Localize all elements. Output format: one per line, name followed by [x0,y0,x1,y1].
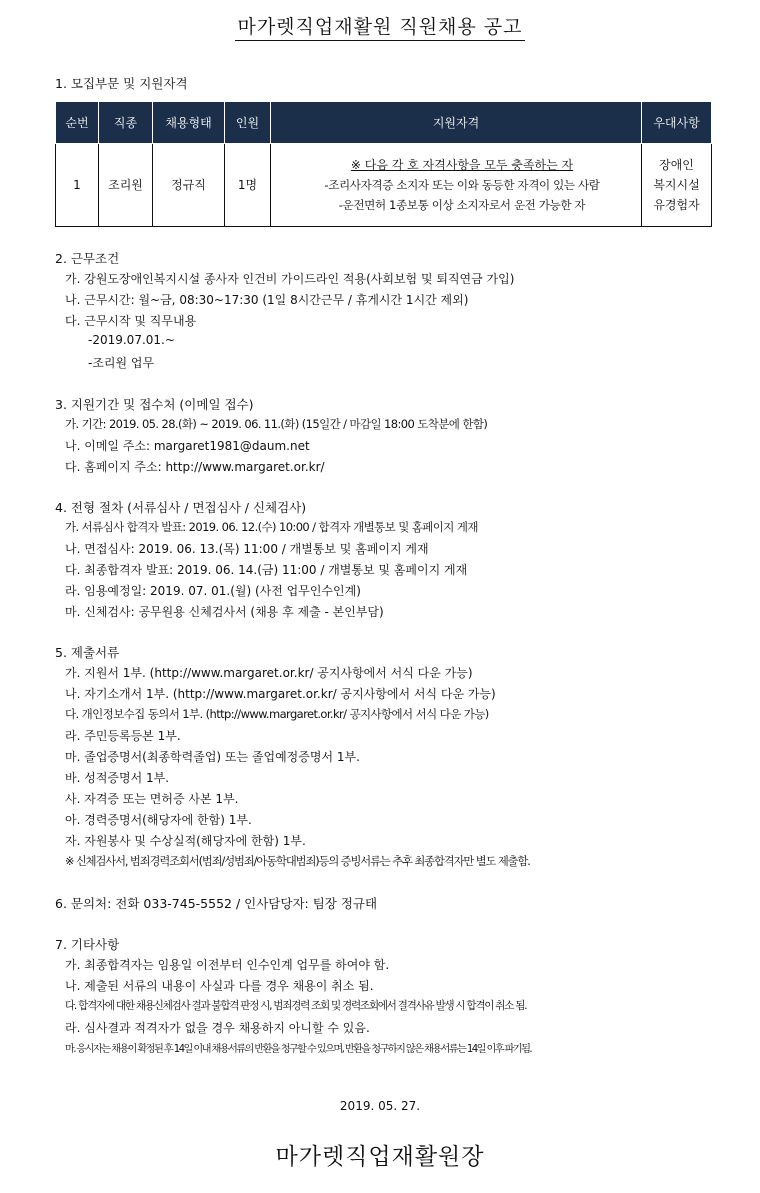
section-3-item: 다. 홈페이지 주소: http://www.margaret.or.kr/ [65,460,325,474]
preference-line: 유경험자 [653,198,700,212]
section-4-item: 나. 면접심사: 2019. 06. 13.(목) 11:00 / 개별통보 및 홈페이지 게재 [65,542,429,556]
header-count: 인원 [225,102,271,144]
document-title [0,12,760,39]
table-header-row [56,102,712,144]
section-5-item: 자. 자원봉사 및 수상실적(해당자에 한함) 1부. [65,834,306,848]
section-2-item: 나. 근무시간: 월~금, 08:30~17:30 (1일 8시간근무 / 휴게시간 1시간 제외) [65,293,469,307]
section-2-subitem: -조리원 업무 [88,356,155,370]
requirement-item: -운전면허 1종보통 이상 소지자로서 운전 가능한 자 [338,198,586,212]
section-7-item: 마. 응시자는 채용이 확정된 후 14일 이내 채용서류의 반환을 청구할 수 있으며, 반환을 청구하지 않은 채용서류는 14일 이후 파기됨. [65,1044,531,1055]
section-3-item: 가. 기간: 2019. 05. 28.(화) ~ 2019. 06. 11.(화) (15일간 / 마감일 18:00 도착분에 한함) [65,417,488,431]
section-5-item: 마. 졸업증명서(최종학력졸업) 또는 졸업예정증명서 1부. [65,750,360,764]
table-row [56,144,712,227]
section-3-heading: 3. 지원기간 및 접수처 (이메일 접수) [55,397,254,412]
section-2-item: 다. 근무시작 및 직무내용 [65,314,197,328]
preference-line: 장애인 [659,158,694,172]
section-7-item: 나. 제출된 서류의 내용이 사실과 다를 경우 채용이 취소 됨. [65,979,374,993]
section-5-item: 나. 자기소개서 1부. (http://www.margaret.or.kr/ 공지사항에서 서식 다운 가능) [65,687,496,701]
section-7-item: 라. 심사결과 적격자가 없을 경우 채용하지 아니할 수 있음. [65,1021,370,1035]
section-5-item: 아. 경력증명서(해당자에 한함) 1부. [65,813,252,827]
section-4-item: 라. 임용예정일: 2019. 07. 01.(월) (사전 업무인수인계) [65,584,361,598]
cell-requirements [271,144,642,227]
section-4-item: 마. 신체검사: 공무원용 신체검사서 (채용 후 제출 - 본인부담) [65,605,384,619]
section-2-item: 가. 강원도장애인복지시설 종사자 인건비 가이드라인 적용(사회보험 및 퇴직연금 가입) [65,272,515,286]
header-job: 직종 [99,102,153,144]
section-7-item: 다. 합격자에 대한 채용신체검사 결과 불합격 판정 시, 범죄경력 조회 및 경력조회에서 결격사유 발생 시 합격이 취소 됨. [65,1000,527,1012]
header-preference: 우대사항 [642,102,712,144]
section-5-item: 바. 성적증명서 1부. [65,771,170,785]
cell-no: 1 [56,144,99,227]
section-5-item: 다. 개인정보수집 동의서 1부. (http://www.margaret.or.kr/ 공지사항에서 서식 다운 가능) [65,707,489,721]
cell-job: 조리원 [99,144,153,227]
header-no: 순번 [56,102,99,144]
requirement-item: -조리사자격증 소지자 또는 이와 동등한 자격이 있는 사람 [324,178,600,192]
section-6-heading: 6. 문의처: 전화 033-745-5552 / 인사담당자: 팀장 정규태 [55,896,378,911]
cell-count: 1명 [225,144,271,227]
section-7-item: 가. 최종합격자는 임용일 이전부터 인수인계 업무를 하여야 함. [65,958,390,972]
section-5-item: 가. 지원서 1부. (http://www.margaret.or.kr/ 공지사항에서 서식 다운 가능) [65,666,473,680]
header-requirements: 지원자격 [271,102,642,144]
section-5-item: 사. 자격증 또는 면허증 사본 1부. [65,792,239,806]
preference-line: 복지시설 [653,178,700,192]
section-5-heading: 5. 제출서류 [55,645,120,660]
requirements-title: ※ 다음 각 호 자격사항을 모두 충족하는 자 [350,158,574,172]
section-4-heading: 4. 전형 절차 (서류심사 / 면접심사 / 신체검사) [55,500,307,515]
cell-type: 정규직 [153,144,225,227]
section-1-heading: 1. 모집부문 및 지원자격 [55,76,188,91]
section-4-item: 가. 서류심사 합격자 발표: 2019. 06. 12.(수) 10:00 / 합격자 개별통보 및 홈페이지 게재 [65,520,478,534]
recruitment-table [55,101,712,227]
section-3-item: 나. 이메일 주소: margaret1981@daum.net [65,439,310,453]
header-type: 채용형태 [153,102,225,144]
signer-name: 마가렛직업재활원장 [275,1144,485,1170]
section-5-note: ※ 신체검사서, 범죄경력조회서(범죄/성범죄/아동학대범죄)등의 증빙서류는 추후 최종합격자만 별도 제출함. [65,855,530,868]
document-title-text: 마가렛직업재활원 직원채용 공고 [235,16,524,41]
section-5-item: 라. 주민등록등본 1부. [65,729,181,743]
cell-preference [642,144,712,227]
section-7-heading: 7. 기타사항 [55,937,120,952]
section-4-item: 다. 최종합격자 발표: 2019. 06. 14.(금) 11:00 / 개별통보 및 홈페이지 게재 [65,563,468,577]
section-2-heading: 2. 근무조건 [55,251,120,266]
issue-date: 2019. 05. 27. [339,1099,421,1113]
section-2-subitem: -2019.07.01.~ [88,333,175,347]
